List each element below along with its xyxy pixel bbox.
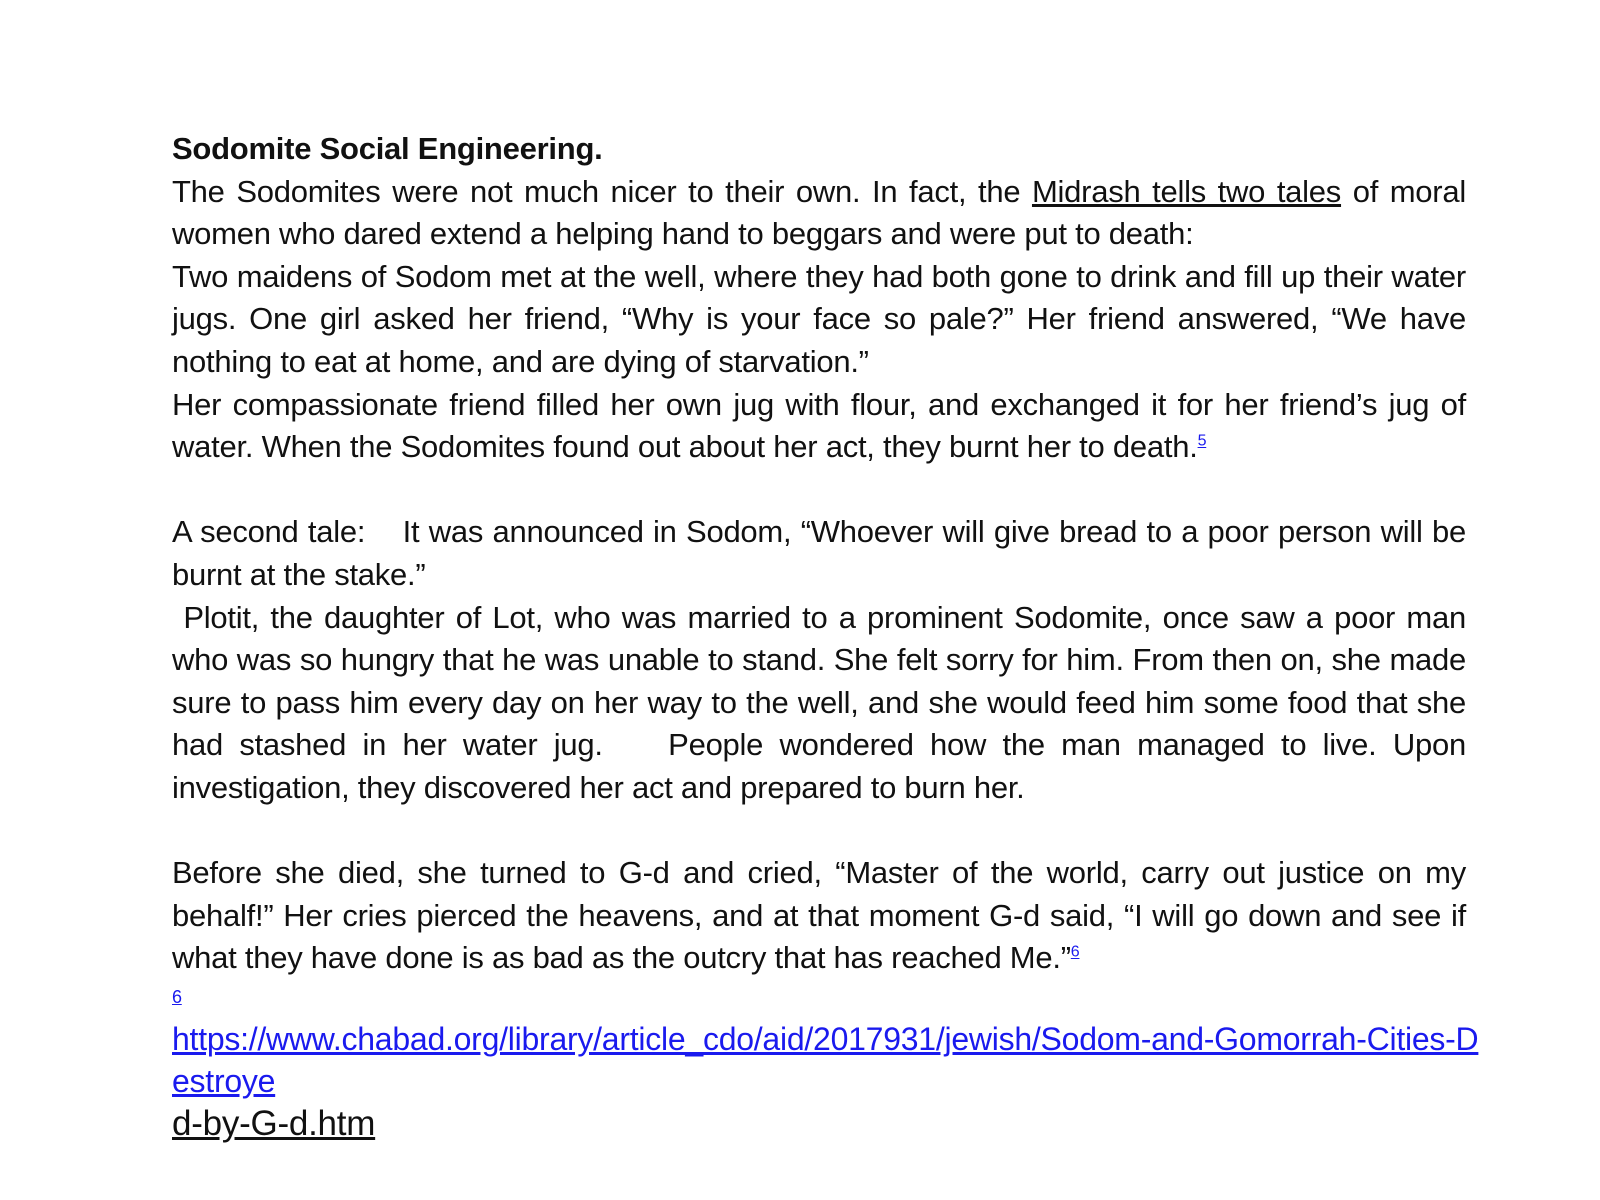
tale-two-paragraph-2: Plotit, the daughter of Lot, who was married to a prominent Sodomite, once saw a poor man who was so hungry that he was unable to stand. She felt sorry for him. From then on, she made sure to pass him every day on her way to the well, and she would feed him some food that she had stashed in her water jug. People wondered how the man managed to live. Upon investigation, they discovered her act and prepared to burn her.	[172, 599, 1475, 805]
tale-two-paragraph-3-text: Before she died, she turned to G-d and cried, “Master of the world, carry out justice on my behalf!” Her cries pierced the heavens, and at that moment G-d said, “I will go down and see if what they have done is as bad as the outcry that has reached Me.”	[172, 855, 1466, 976]
footnote-url-link[interactable]: https://www.chabad.org/library/article_cdo/aid/2017931/jewish/Sodom-and-Gomorrah-Cities-Destroye	[172, 1020, 1479, 1099]
intro-text-end: of moral women who dared extend a helping hand to beggars and were put to death:	[172, 173, 1466, 252]
tale-one-paragraph-2	[172, 384, 1466, 469]
intro-paragraph	[172, 171, 1466, 256]
intro-text-start: The Sodomites were not much nicer to their own. In fact, the	[172, 173, 1032, 209]
tale-one-paragraph-1: Two maidens of Sodom met at the well, where they had both gone to drink and fill up their water jugs. One girl asked her friend, “Why is your face so pale?” Her friend answered, “We have nothing to eat at home, and are dying of starvation.”	[172, 258, 1466, 379]
tale-two-paragraph-3	[172, 852, 1466, 980]
tale-one-paragraph-2-text: Her compassionate friend filled her own jug with flour, and exchanged it for her friend’s jug of water. When the Sodomites found out about her act, they burnt her to death.	[172, 386, 1466, 465]
section-heading: Sodomite Social Engineering.	[172, 131, 603, 166]
blank-line	[172, 469, 1466, 512]
footnote-number[interactable]: 6	[172, 986, 182, 1007]
footnote-reference-5[interactable]: 5	[1197, 432, 1207, 450]
document-body	[172, 128, 1479, 1146]
blank-line	[172, 810, 1466, 853]
midrash-link[interactable]: Midrash tells two tales	[1031, 173, 1342, 209]
footnote-url-tail: d-by-G-d.htm	[172, 1103, 376, 1143]
tale-two-paragraph-1: A second tale: It was announced in Sodom, “Whoever will give bread to a poor person will be burnt at the stake.”	[172, 514, 1475, 592]
footnote-reference-6[interactable]: 6	[1070, 943, 1080, 961]
